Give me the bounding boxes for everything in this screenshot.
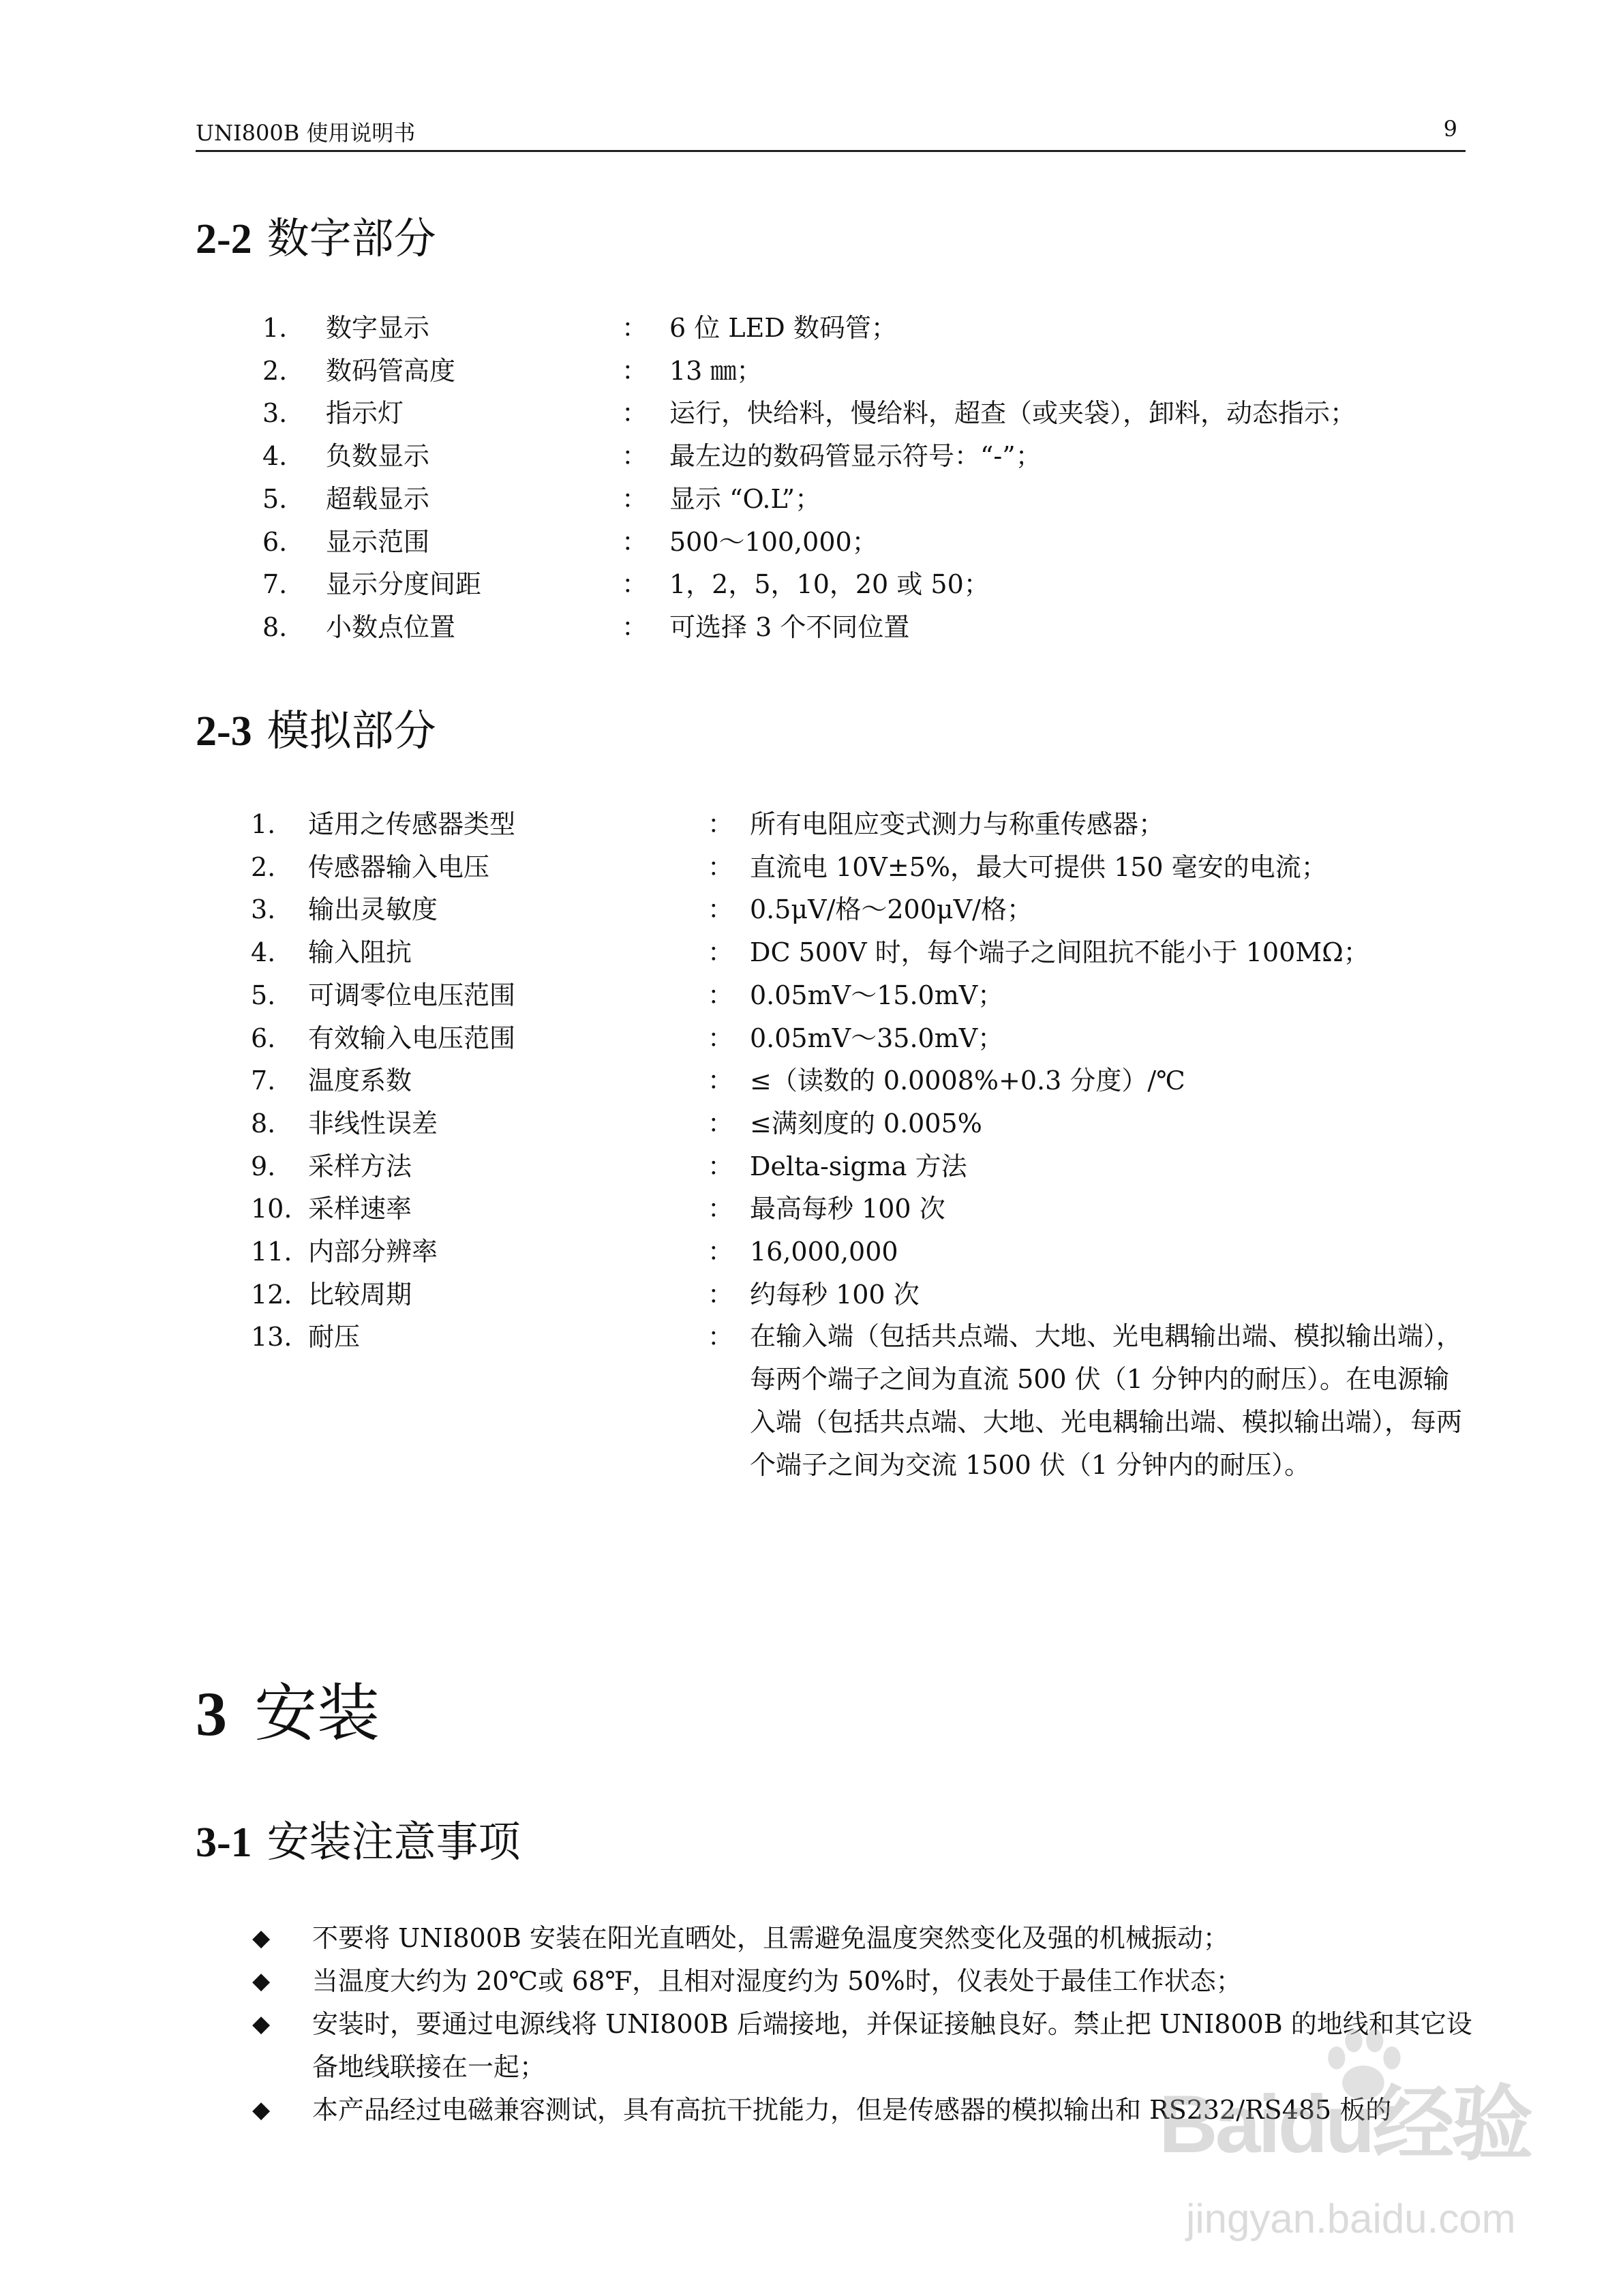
- section-title: 数字部分: [267, 213, 436, 263]
- item-number: 9.: [251, 1151, 276, 1181]
- item-value: 最高每秒 100 次: [750, 1194, 945, 1224]
- item-number: 11.: [251, 1237, 292, 1267]
- item-separator: ：: [708, 1237, 734, 1267]
- item-number: 2.: [262, 355, 288, 386]
- item-value: 16,000,000: [750, 1237, 898, 1267]
- item-number: 3.: [251, 894, 276, 925]
- item-value: 1，2，5，10，20 或 50；: [669, 569, 990, 600]
- item-label: 小数点位置: [326, 611, 456, 642]
- item-number: 6.: [251, 1023, 276, 1053]
- chapter-title: 安装: [254, 1677, 380, 1750]
- item-label: 适用之传感器类型: [308, 809, 516, 839]
- bullet-text: 不要将 UNI800B 安装在阳光直晒处，且需避免温度突然变化及强的机械振动；: [312, 1923, 1229, 1953]
- item-label: 非线性误差: [308, 1108, 438, 1138]
- item-label: 耐压: [308, 1322, 361, 1353]
- item-number: 1.: [262, 313, 288, 343]
- item-separator: ：: [708, 1194, 734, 1224]
- item-number: 7.: [251, 1066, 276, 1096]
- item-label: 可调零位电压范围: [308, 980, 516, 1010]
- item-number: 5.: [251, 980, 276, 1010]
- item-separator: ：: [622, 526, 648, 557]
- item-label: 数字显示: [326, 313, 430, 343]
- item-label: 指示灯: [326, 398, 404, 429]
- item-value: 最左边的数码管显示符号：“-”；: [669, 441, 1042, 472]
- chapter-number: 3: [196, 1679, 227, 1749]
- item-label: 显示分度间距: [326, 569, 482, 600]
- item-separator: ：: [622, 355, 648, 386]
- section-heading-2-3: [196, 697, 436, 757]
- diamond-bullet-icon: ◆: [252, 2096, 271, 2124]
- item-value: 所有电阻应变式测力与称重传感器；: [750, 809, 1165, 839]
- item-separator: ：: [708, 1151, 734, 1181]
- item-value: ≤（读数的 0.0008%+0.3 分度）/℃: [750, 1066, 1185, 1096]
- bullet-text: 当温度大约为 20℃或 68℉，且相对湿度约为 50%时，仪表处于最佳工作状态；: [312, 1966, 1242, 1996]
- section-title: 模拟部分: [267, 706, 436, 755]
- item-value: 0.05mV～35.0mV；: [750, 1023, 1004, 1053]
- diamond-bullet-icon: ◆: [252, 1967, 271, 1995]
- item-separator: ：: [708, 1066, 734, 1096]
- item-separator: ：: [708, 1279, 734, 1310]
- item-separator: ：: [708, 980, 734, 1010]
- item-separator: ：: [622, 441, 648, 472]
- item-value: 运行，快给料，慢给料，超查（或夹袋），卸料，动态指示；: [669, 398, 1356, 429]
- item-separator: ：: [622, 398, 648, 429]
- chapter-heading-3: [196, 1663, 380, 1753]
- item-number: 12.: [251, 1279, 292, 1310]
- bullet-text: 安装时，要通过电源线将 UNI800B 后端接地，并保证接触良好。禁止把 UNI800B 的地线和其它设备地线联接在一起；: [312, 2009, 1472, 2082]
- item-value: 在输入端（包括共点端、大地、光电耦输出端、模拟输出端），每两个端子之间为直流 500 伏（1 分钟内的耐压）。在电源输入端（包括共点端、大地、光电耦输出端、模拟输出端），每两个端子之间为交流 1500 伏（1 分钟内的耐压）。: [750, 1321, 1463, 1481]
- item-value: 显示 “O.L”；: [669, 483, 821, 514]
- item-separator: ：: [622, 483, 648, 514]
- baidu-watermark: [1159, 2059, 1541, 2277]
- item-label: 传感器输入电压: [308, 851, 490, 882]
- section-heading-3-1: [196, 1808, 521, 1869]
- item-number: 13.: [251, 1322, 292, 1353]
- watermark-url: jingyan.baidu.com: [1186, 2196, 1516, 2241]
- item-label: 输入阻抗: [308, 937, 412, 968]
- item-separator: ：: [708, 1023, 734, 1053]
- list-item: [252, 1960, 1472, 2003]
- item-separator: ：: [622, 569, 648, 600]
- item-number: 7.: [262, 569, 288, 600]
- diamond-bullet-icon: ◆: [252, 1924, 271, 1952]
- item-label: 数码管高度: [326, 355, 456, 386]
- item-number: 6.: [262, 526, 288, 557]
- item-label: 采样速率: [308, 1194, 412, 1224]
- item-value: 约每秒 100 次: [750, 1279, 920, 1310]
- item-number: 3.: [262, 398, 288, 429]
- item-label: 比较周期: [308, 1279, 412, 1310]
- item-separator: ：: [622, 611, 648, 642]
- item-separator: ：: [708, 809, 734, 839]
- item-number: 8.: [262, 611, 288, 642]
- item-separator: ：: [708, 1322, 734, 1353]
- item-separator: ：: [708, 851, 734, 882]
- page-header: [196, 115, 1466, 152]
- diamond-bullet-icon: ◆: [252, 2010, 271, 2038]
- item-value: Delta-sigma 方法: [750, 1151, 967, 1181]
- section-heading-2-2: [196, 205, 436, 265]
- item-label: 内部分辨率: [308, 1237, 438, 1267]
- item-separator: ：: [708, 894, 734, 925]
- item-label: 负数显示: [326, 441, 430, 472]
- item-value: 可选择 3 个不同位置: [669, 611, 910, 642]
- item-label: 温度系数: [308, 1066, 412, 1096]
- item-label: 超载显示: [326, 483, 430, 514]
- item-value: ≤满刻度的 0.005%: [750, 1108, 982, 1138]
- item-value: 0.05mV～15.0mV；: [750, 980, 1004, 1010]
- item-separator: ：: [708, 937, 734, 968]
- item-value: 13 ㎜；: [669, 355, 763, 386]
- item-separator: ：: [708, 1108, 734, 1138]
- item-value: 直流电 10V±5%，最大可提供 150 毫安的电流；: [750, 851, 1327, 882]
- item-number: 5.: [262, 483, 288, 514]
- item-value: 6 位 LED 数码管；: [669, 313, 897, 343]
- item-number: 8.: [251, 1108, 276, 1138]
- item-label: 有效输入电压范围: [308, 1023, 516, 1053]
- bullet-text: 本产品经过电磁兼容测试，具有高抗干扰能力，但是传感器的模拟输出和 RS232/RS485 板的: [312, 2095, 1392, 2125]
- item-separator: ：: [622, 313, 648, 343]
- header-title: UNI800B 使用说明书: [196, 120, 416, 146]
- item-number: 4.: [251, 937, 276, 968]
- section-number: 3-1: [196, 1819, 252, 1866]
- watermark-logo: Baidu经验: [1159, 2079, 1531, 2170]
- item-label: 输出灵敏度: [308, 894, 438, 925]
- item-value: 500～100,000；: [669, 526, 878, 557]
- item-label: 采样方法: [308, 1151, 412, 1181]
- item-value: 0.5μV/格～200μV/格；: [750, 894, 1033, 925]
- section-number: 2-2: [196, 216, 252, 262]
- list-item: [252, 1917, 1472, 1960]
- item-label: 显示范围: [326, 526, 430, 557]
- item-number: 2.: [251, 851, 276, 882]
- item-value: DC 500V 时，每个端子之间阻抗不能小于 100MΩ；: [750, 937, 1369, 968]
- section-title: 安装注意事项: [267, 1817, 521, 1867]
- page-number: 9: [1443, 116, 1457, 142]
- item-number: 1.: [251, 809, 276, 839]
- item-number: 10.: [251, 1194, 292, 1224]
- item-number: 4.: [262, 441, 288, 472]
- section-number: 2-3: [196, 708, 252, 755]
